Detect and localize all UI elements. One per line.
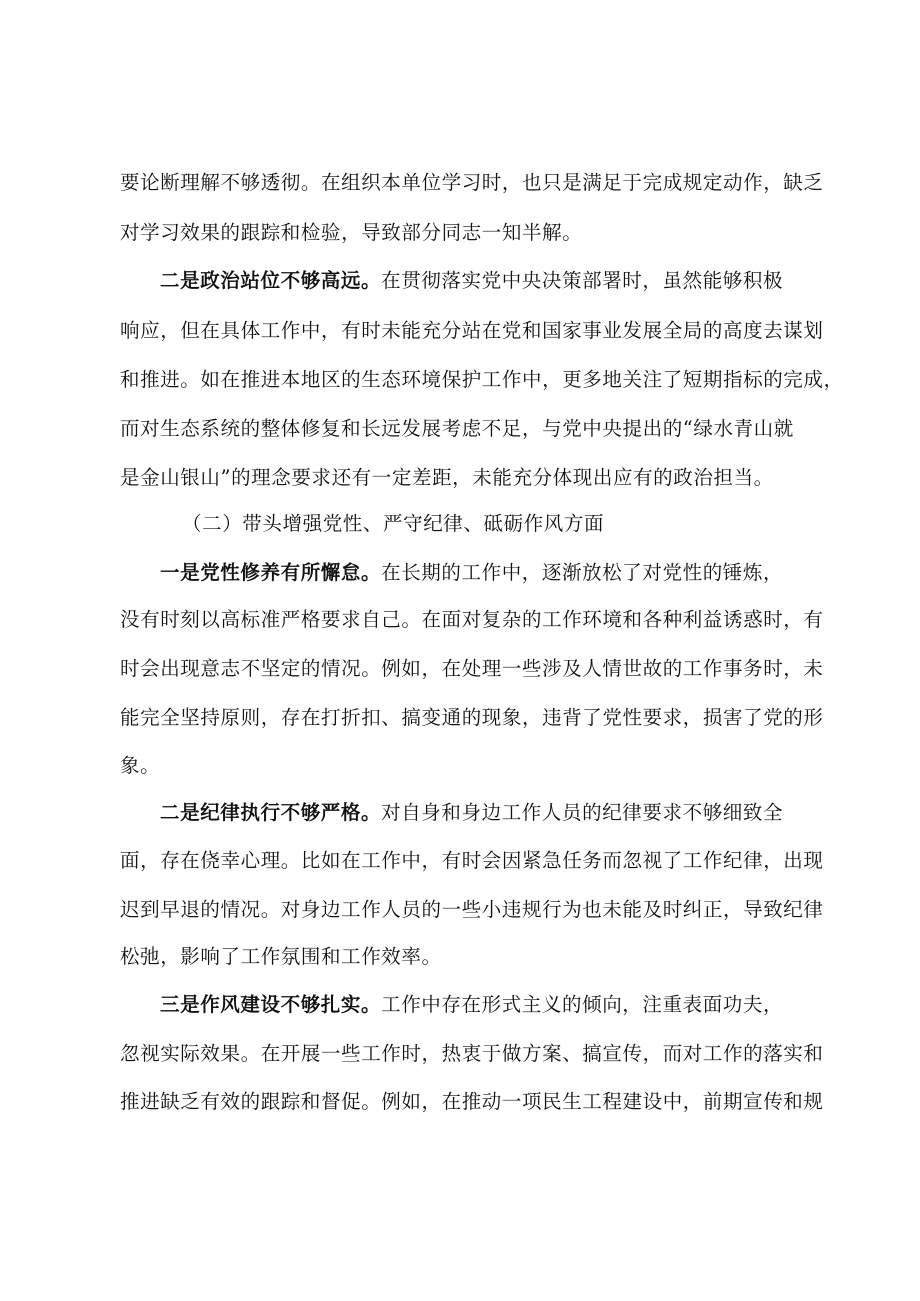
paragraph-5-first-line-rest: 工作中存在形式主义的倾向，注重表面功夫， [381,993,784,1016]
paragraph-5-line-3: 推进缺乏有效的跟踪和督促。例如，在推动一项民生工程建设中，前期宣传和规 [120,1090,824,1113]
paragraph-4-line-2: 面，存在侥幸心理。比如在工作中，有时会因紧急任务而忽视了工作纪律，出现 [120,849,824,872]
paragraph-2-first-line [160,269,783,293]
paragraph-3-line-3: 时会出现意志不坚定的情况。例如，在处理一些涉及人情世故的工作事务时，未 [120,657,824,680]
paragraph-2-line-5: 是金山银山”的理念要求还有一定差距，未能充分体现出应有的政治担当。 [120,466,774,489]
paragraph-2-line-3: 和推进。如在推进本地区的生态环境保护工作中，更多地关注了短期指标的完成， [120,368,844,391]
paragraph-1-line-2: 对学习效果的跟踪和检验，导致部分同志一知半解。 [120,221,583,244]
paragraph-2-lead: 二是政治站位不够高远。 [160,269,382,292]
paragraph-4-lead: 二是纪律执行不够严格。 [160,801,382,824]
paragraph-1-line-1: 要论断理解不够透彻。在组织本单位学习时，也只是满足于完成规定动作，缺乏 [120,171,824,194]
paragraph-2-line-2: 响应，但在具体工作中，有时未能充分站在党和国家事业发展全局的高度去谋划 [120,319,824,342]
paragraph-5-lead: 三是作风建设不够扎实。 [160,993,382,1016]
paragraph-5-line-2: 忽视实际效果。在开展一些工作时，热衷于做方案、搞宣传，而对工作的落实和 [120,1042,824,1065]
paragraph-3-first-line [160,561,783,585]
paragraph-2-first-line-rest: 在贯彻落实党中央决策部署时，虽然能够积极 [381,269,784,292]
paragraph-4-first-line-rest: 对自身和身边工作人员的纪律要求不够细致全 [381,801,784,824]
paragraph-3-line-2: 没有时刻以高标准严格要求自己。在面对复杂的工作环境和各种利益诱惑时，有 [120,608,824,631]
paragraph-2-line-4: 而对生态系统的整体修复和长远发展考虑不足，与党中央提出的“绿水青山就 [120,417,794,440]
paragraph-4-first-line [160,801,783,825]
paragraph-5-first-line [160,993,783,1017]
section-heading: （二）带头增强党性、严守纪律、砥砺作风方面 [182,512,605,535]
paragraph-3-line-5: 象。 [120,754,161,777]
paragraph-4-line-4: 松弛，影响了工作氛围和工作效率。 [120,945,442,968]
paragraph-4-line-3: 迟到早退的情况。对身边工作人员的一些小违规行为也未能及时纠正，导致纪律 [120,898,824,921]
paragraph-3-first-line-rest: 在长期的工作中，逐渐放松了对党性的锤炼， [381,561,784,584]
paragraph-3-lead: 一是党性修养有所懈怠。 [160,561,382,584]
paragraph-3-line-4: 能完全坚持原则，存在打折扣、搞变通的现象，违背了党性要求，损害了党的形 [120,706,824,729]
